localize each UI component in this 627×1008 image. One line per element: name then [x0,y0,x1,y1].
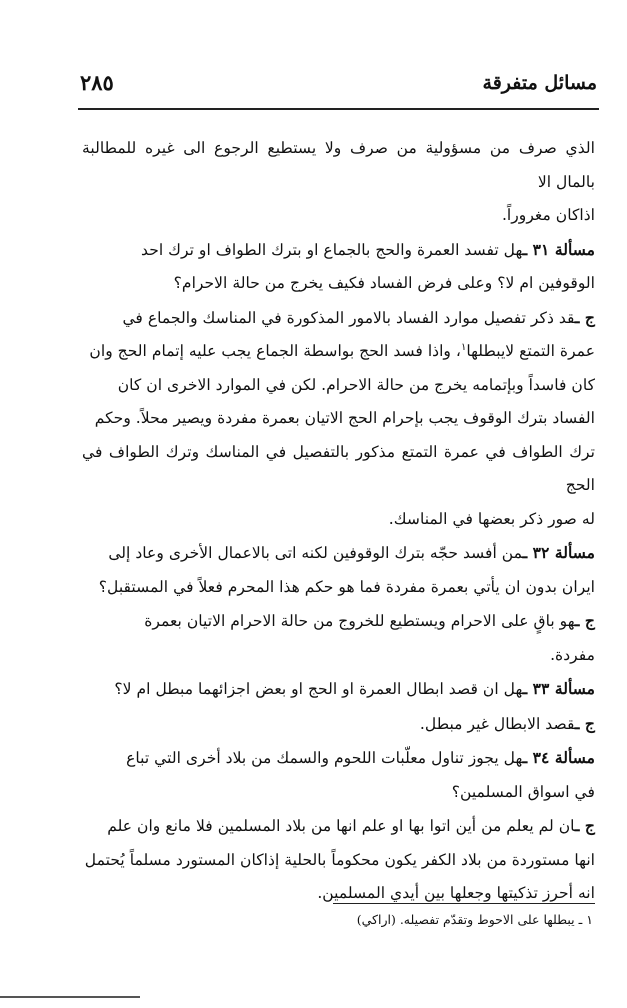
text-line: انه أحرز تذكيتها وجعلها بين أيدي المسلمين. [317,884,595,902]
answer-label: ج ـ [574,307,595,327]
text-line [82,233,595,268]
header-divider [78,108,599,110]
answer-34 [82,809,595,911]
text-line: اذاكان مغروراً. [501,206,595,224]
text-line: ايران بدون ان يأتي بعمرة مفردة فما هو حكم هذا المحرم فعلاً في المستقبل؟ [98,577,595,596]
line-text: قصد الابطال غير مبطل. [419,714,575,733]
text-line [82,536,595,571]
text-line [82,335,595,369]
page-number: ٢٨٥ [80,70,114,95]
question-label: مسألة ٣١ ـ [522,239,595,259]
text-line: الذي صرف من مسؤولية من صرف ولا يستطيع الرجوع الى غيره للمطالبة بالمال الا [82,139,595,191]
running-title: مسائل متفرقة [482,72,597,94]
text-line: له صور ذكر بعضها في المناسك. [388,509,595,528]
answer-label: ج ـ [574,713,595,733]
line-text: ، واذا فسد الحج بواسطة الجماع يجب عليه إتمام الحج وان [89,342,461,360]
text-line [82,604,595,639]
answer-31 [82,301,595,537]
answer-label: ج ـ [574,611,595,630]
text-line [82,707,595,742]
text-line [82,301,595,336]
question-label: مسألة ٣٤ ـ [522,748,595,767]
paragraph-continuation [82,132,595,233]
text-line: في اسواق المسلمين؟ [451,782,595,801]
line-text: هل تفسد العمرة والحج بالجماع او بترك الطواف او ترك احد [141,240,523,259]
line-text: من أفسد حجّه بترك الوقوفين لكنه اتى بالاعمال الأخرى وعاد إلى [108,544,523,562]
footnote-divider [333,903,595,904]
line-text: قد ذكر تفصيل موارد الفساد بالامور المذكورة في المناسك والجماع في [122,308,575,327]
page-body [82,132,595,911]
footnote-text: ١ ـ يبطلها على الاحوط وتقدّم تفصيله. (اراكي) [356,912,593,927]
line-text: ان لم يعلم من أين اتوا بها او علم انها من بلاد المسلمين فلا مانع وان علم [107,817,575,835]
question-34 [82,741,595,809]
text-line: الفساد بترك الوقوف يجب بإحرام الحج الاتيان بعمرة مفردة ويصير محلاً. وحكم [94,409,595,427]
text-line: ترك الطواف في عمرة التمتع مذكور بالتفصيل في المناسك وترك الطواف في الحج [82,442,595,494]
scan-edge-mark [0,996,140,998]
question-33 [82,672,595,707]
text-line [82,809,595,844]
question-31 [82,233,595,301]
question-label: مسألة ٣٢ ـ [522,543,595,562]
line-text: هل ان قصد ابطال العمرة او الحج او بعض اجزائهما مبطل ام لا؟ [114,680,523,698]
text-line [82,741,595,776]
answer-32 [82,604,595,672]
line-text: عمرة التمتع لايبطلها [466,342,595,360]
text-line [82,672,595,707]
text-line: كان فاسداً وبإتمامه يخرج من حالة الاحرام. لكن في الموارد الاخرى ان كان [117,375,595,394]
text-line: انها مستوردة من بلاد الكفر يكون محكوماً بالحلية إذاكان المستورد مسلماً يُحتمل [84,850,595,869]
question-label: مسألة ٣٣ ـ [522,679,595,698]
text-line: مفردة. [550,645,595,664]
line-text: هل يجوز تناول معلّبات اللحوم والسمك من بلاد أخرى التي تباع [126,749,523,767]
footnote-reference: ١ [460,341,467,353]
question-32 [82,536,595,604]
answer-33 [82,707,595,742]
text-line: الوقوفين ام لا؟ وعلى فرض الفساد فكيف يخرج من حالة الاحرام؟ [173,274,595,292]
page-header [80,68,597,100]
line-text: هو باقٍ على الاحرام ويستطيع للخروج من حالة الاحرام الاتيان بعمرة [144,612,575,630]
answer-label: ج ـ [574,816,595,835]
